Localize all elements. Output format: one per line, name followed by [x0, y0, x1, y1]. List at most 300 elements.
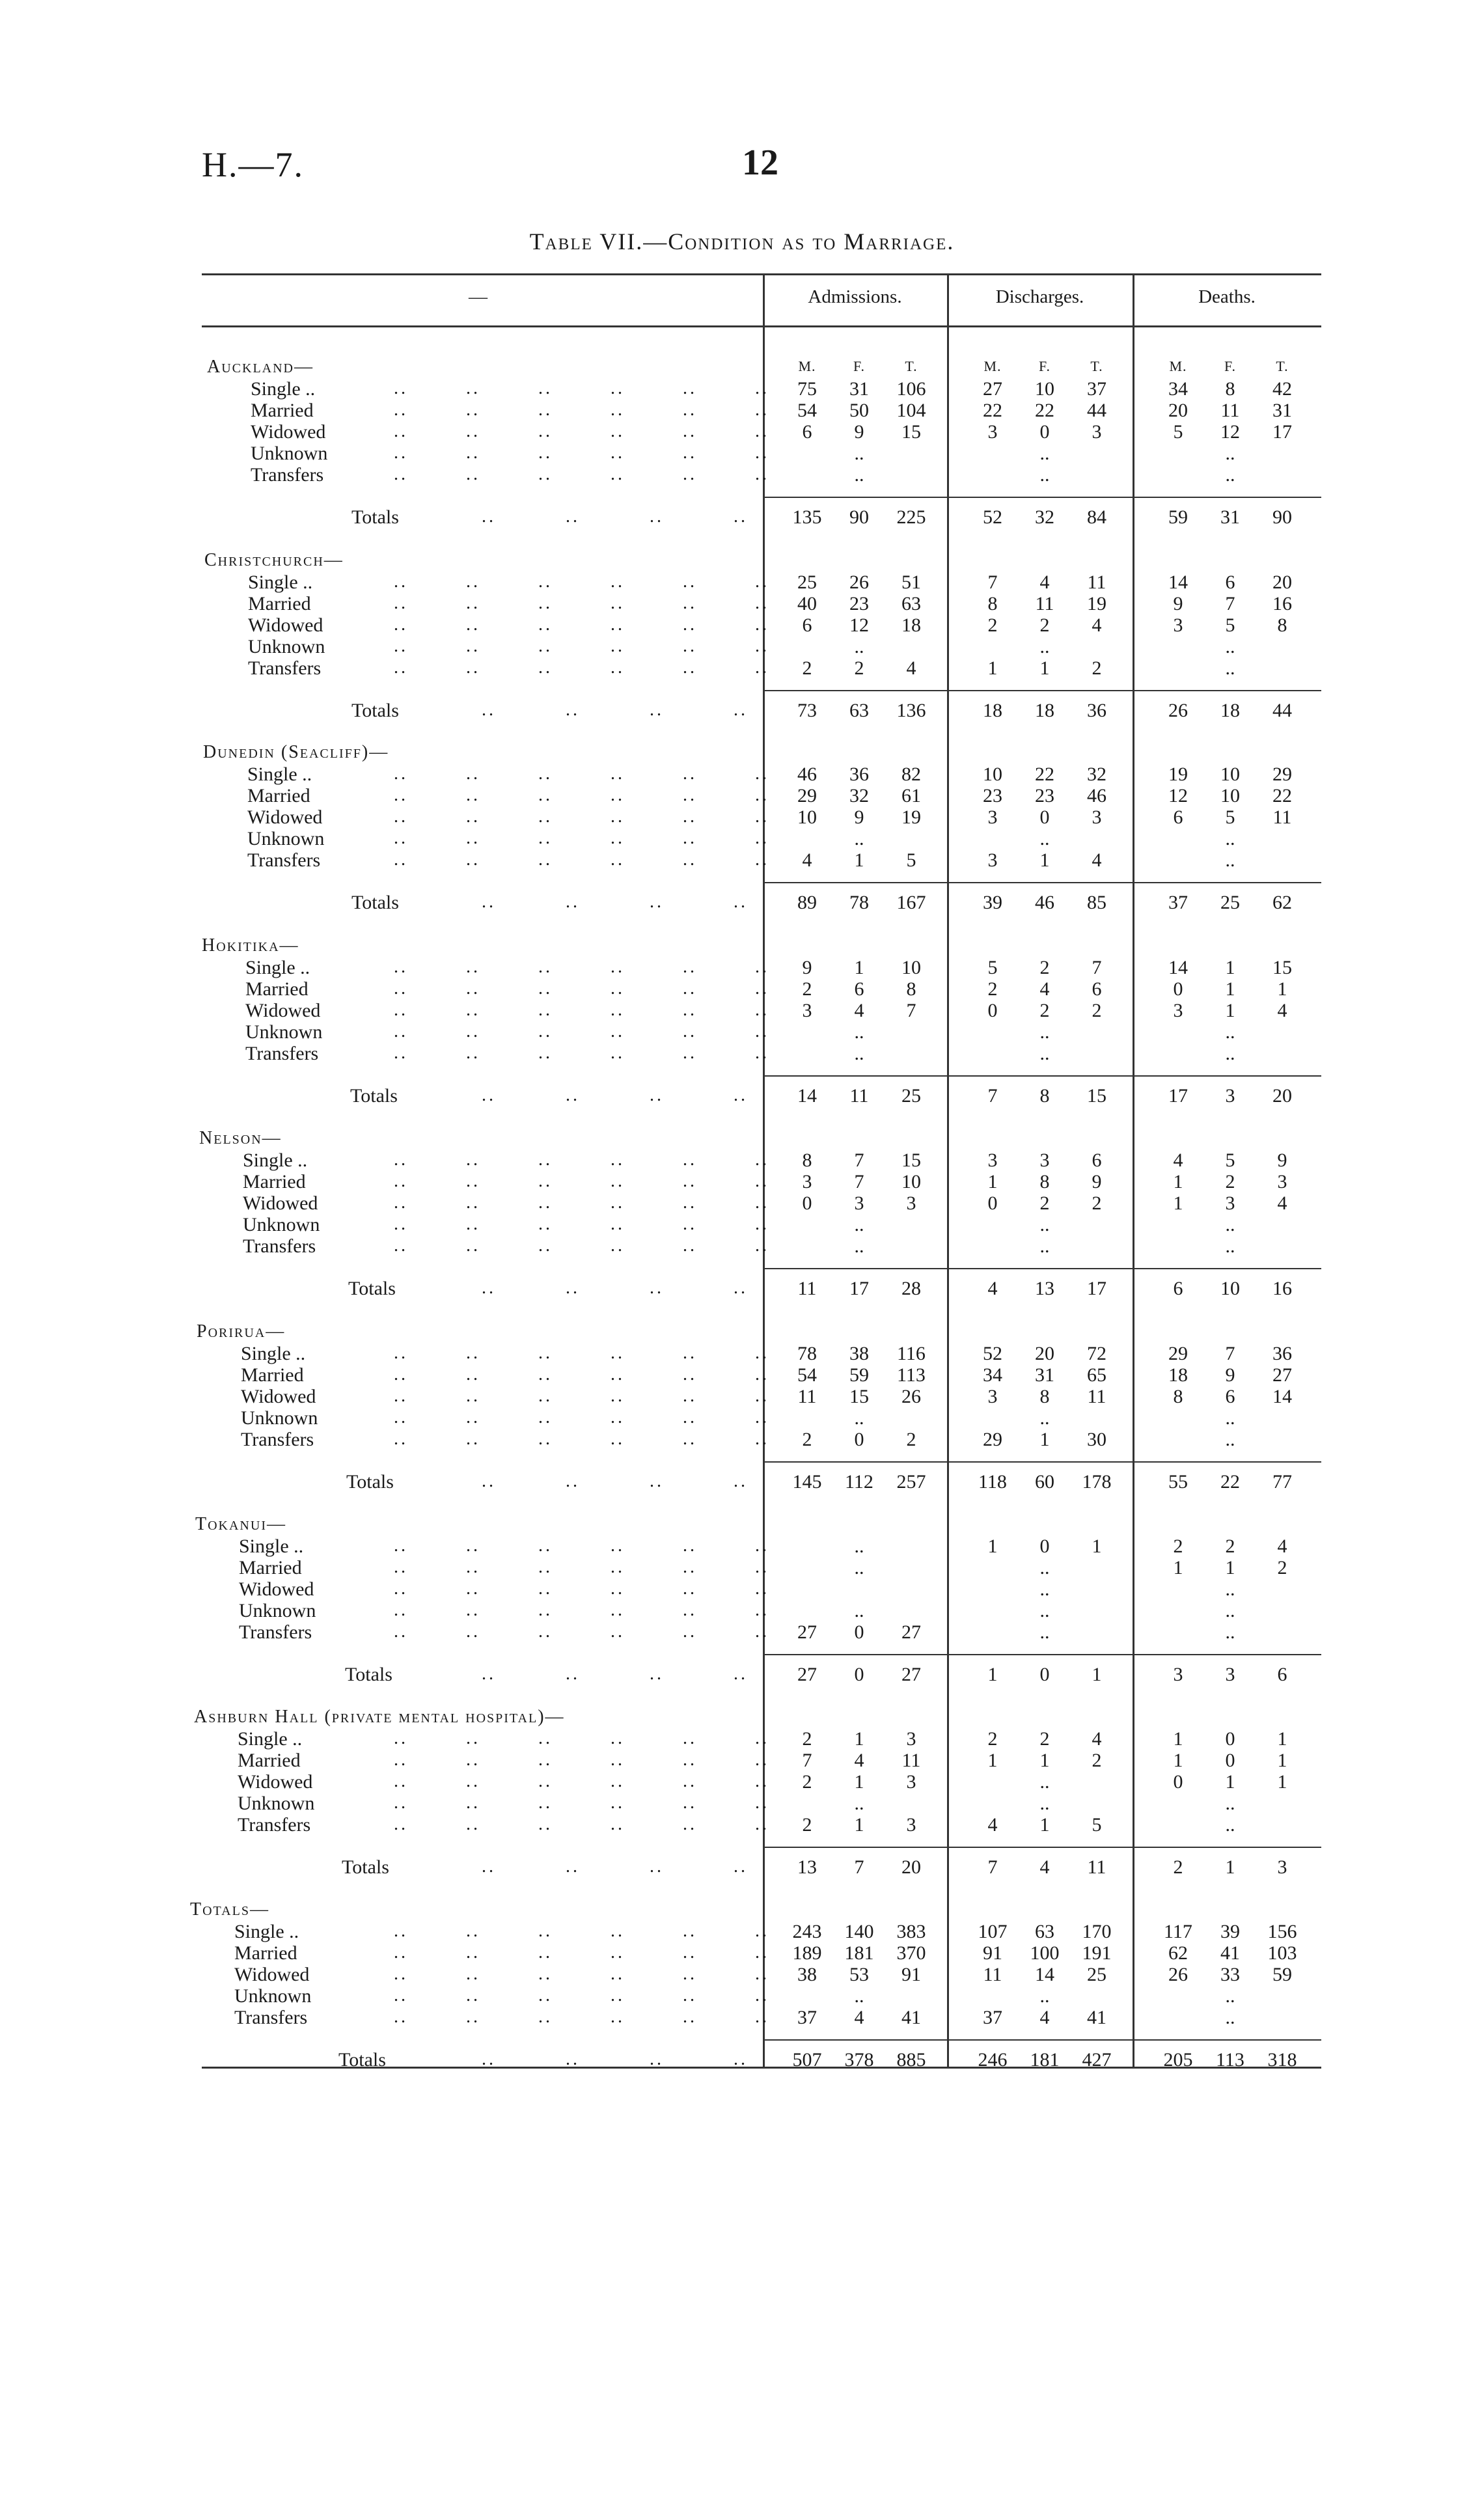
- totals-label: Totals: [342, 1856, 389, 1878]
- adm-cell: 78: [797, 1343, 817, 1364]
- row-label: Unknown: [251, 443, 328, 464]
- table-row: [0, 421, 1484, 443]
- dea-cell: 1: [1173, 1728, 1183, 1750]
- dea-cell: 2: [1277, 1557, 1287, 1578]
- dis-total: 246: [978, 2049, 1008, 2071]
- dis-cell: 170: [1082, 1921, 1112, 1942]
- dea-cell: 42: [1272, 378, 1292, 400]
- dis-total: 181: [1030, 2049, 1060, 2071]
- dea-total: 10: [1220, 1278, 1240, 1299]
- dis-cell: ..: [1039, 1771, 1050, 1793]
- dea-cell: 3: [1277, 1171, 1287, 1192]
- dis-total: 36: [1087, 700, 1106, 721]
- leader-dots: .. .. .. .. .. ..: [394, 1407, 769, 1427]
- dea-total: 16: [1272, 1278, 1292, 1299]
- totals-rule: [763, 2039, 1321, 2041]
- leader-dots: .. .. .. .. .. ..: [394, 849, 769, 870]
- leader-dots: .. .. .. .. .. ..: [394, 1942, 769, 1962]
- adm-total: 11: [849, 1085, 869, 1107]
- dis-cell: 9: [1092, 1171, 1102, 1192]
- row-label: Married: [238, 1750, 301, 1771]
- dis-total: 17: [1087, 1278, 1106, 1299]
- adm-cell: 4: [802, 849, 812, 871]
- adm-cell: ..: [854, 1600, 864, 1621]
- dea-cell: 18: [1168, 1364, 1188, 1386]
- dis-cell: 22: [1035, 764, 1054, 785]
- dea-total: 3: [1225, 1664, 1235, 1685]
- totals-rule: [763, 1654, 1321, 1655]
- dis-total: 1: [1092, 1664, 1102, 1685]
- adm-cell: 54: [797, 1364, 817, 1386]
- adm-cell: 19: [901, 806, 921, 828]
- adm-cell: 7: [854, 1150, 864, 1171]
- totals-row: [0, 892, 1484, 914]
- totals-row: [0, 2049, 1484, 2071]
- dis-cell: 4: [1092, 849, 1102, 871]
- dea-cell: ..: [1225, 443, 1235, 464]
- adm-cell: 9: [854, 806, 864, 828]
- dea-cell: ..: [1225, 2007, 1235, 2028]
- dea-cell: 62: [1168, 1942, 1188, 1964]
- dea-cell: 1: [1277, 978, 1287, 1000]
- dis-cell: 5: [987, 957, 998, 978]
- adm-cell: 140: [844, 1921, 874, 1942]
- adm-cell: 1: [854, 1728, 864, 1750]
- dis-cell: 52: [983, 1343, 1002, 1364]
- totals-row: [0, 506, 1484, 529]
- dea-cell: 10: [1220, 764, 1240, 785]
- dis-cell: 11: [983, 1964, 1002, 1985]
- dea-cell: 2: [1225, 1535, 1235, 1557]
- dis-total: 84: [1087, 506, 1106, 528]
- adm-cell: 63: [901, 593, 921, 614]
- leader-dots: .. .. .. .. .. ..: [394, 1600, 769, 1620]
- adm-total: 14: [797, 1085, 817, 1107]
- dis-cell: 8: [1039, 1386, 1050, 1407]
- adm-cell: 11: [901, 1750, 921, 1771]
- dis-cell: 3: [987, 1386, 998, 1407]
- dea-cell: 1: [1173, 1192, 1183, 1214]
- dis-cell: 22: [983, 400, 1002, 421]
- totals-rule: [763, 1461, 1321, 1463]
- adm-total: 28: [901, 1278, 921, 1299]
- dis-cell: 10: [983, 764, 1002, 785]
- adm-cell: 23: [849, 593, 869, 614]
- row-label: Widowed: [243, 1192, 318, 1214]
- dea-total: 22: [1220, 1471, 1240, 1493]
- leader-dots: .. .. .. .. .. ..: [394, 593, 769, 613]
- dea-cell: ..: [1225, 464, 1235, 486]
- dis-cell: 3: [987, 1150, 998, 1171]
- dea-total: 6: [1277, 1664, 1287, 1685]
- leader-dots: .. .. .. .. .. ..: [394, 614, 769, 635]
- dea-cell: 0: [1173, 978, 1183, 1000]
- dis-cell: 2: [1039, 1728, 1050, 1750]
- dea-cell: 4: [1277, 1000, 1287, 1021]
- leader-dots: .. .. .. .. .. ..: [394, 1728, 769, 1748]
- dis-cell: ..: [1039, 1621, 1050, 1643]
- leader-dots: .. .. .. .. .. ..: [394, 378, 769, 398]
- adm-cell: 8: [802, 1150, 812, 1171]
- dis-total: 52: [983, 506, 1002, 528]
- table-row: [0, 614, 1484, 637]
- dea-cell: ..: [1225, 1985, 1235, 2007]
- dea-cell: 36: [1272, 1343, 1292, 1364]
- row-label: Married: [241, 1364, 304, 1386]
- dis-total: 178: [1082, 1471, 1112, 1493]
- dis-total: 18: [983, 700, 1002, 721]
- dea-cell: 15: [1272, 957, 1292, 978]
- dis-cell: 0: [1039, 1535, 1050, 1557]
- table-row: [0, 443, 1484, 465]
- dea-cell: 14: [1272, 1386, 1292, 1407]
- totals-rule: [763, 690, 1321, 691]
- dis-cell: 3: [987, 806, 998, 828]
- adm-cell: 36: [849, 764, 869, 785]
- leader-dots: .. .. .. .. .. ..: [394, 764, 769, 784]
- dis-cell: 1: [1039, 1814, 1050, 1836]
- dea-cell: 59: [1272, 1964, 1292, 1985]
- dis-cell: 31: [1035, 1364, 1054, 1386]
- adm-total: 25: [901, 1085, 921, 1107]
- dis-total: 85: [1087, 892, 1106, 913]
- dis-total: 32: [1035, 506, 1054, 528]
- dis-total: 4: [1039, 1856, 1050, 1878]
- dis-cell: 0: [1039, 806, 1050, 828]
- adm-total: 89: [797, 892, 817, 913]
- adm-cell: 0: [854, 1621, 864, 1643]
- dea-cell: 156: [1267, 1921, 1297, 1942]
- adm-cell: 2: [802, 1771, 812, 1793]
- table-row: [0, 1364, 1484, 1386]
- table-row: [0, 1600, 1484, 1622]
- dea-cell: 1: [1173, 1171, 1183, 1192]
- totals-row: [0, 700, 1484, 722]
- adm-cell: 59: [849, 1364, 869, 1386]
- table-row: [0, 806, 1484, 829]
- row-label: Single ..: [247, 764, 312, 785]
- dea-cell: 8: [1173, 1386, 1183, 1407]
- row-label: Married: [243, 1171, 306, 1192]
- dis-cell: 46: [1087, 785, 1106, 806]
- table-row: [0, 1557, 1484, 1579]
- adm-cell: 11: [797, 1386, 817, 1407]
- adm-total: 90: [849, 506, 869, 528]
- leader-dots: .. .. .. ..: [482, 2049, 748, 2069]
- dis-cell: ..: [1039, 1985, 1050, 2007]
- dea-cell: 10: [1220, 785, 1240, 806]
- subhead-dea-f: F.: [1224, 358, 1236, 374]
- adm-cell: 25: [797, 571, 817, 593]
- dis-total: 46: [1035, 892, 1054, 913]
- dea-cell: 117: [1164, 1921, 1192, 1942]
- dis-total: 18: [1035, 700, 1054, 721]
- adm-cell: 2: [854, 657, 864, 679]
- section-title: Porirua—: [197, 1321, 286, 1342]
- dis-cell: 25: [1087, 1964, 1106, 1985]
- dea-cell: 7: [1225, 593, 1235, 614]
- adm-cell: 3: [906, 1728, 916, 1750]
- row-label: Single ..: [245, 957, 310, 978]
- dis-cell: 2: [1092, 1750, 1102, 1771]
- table-row: [0, 571, 1484, 594]
- leader-dots: .. .. .. .. .. ..: [394, 1535, 769, 1556]
- adm-cell: ..: [854, 464, 864, 486]
- adm-cell: 0: [802, 1192, 812, 1214]
- dis-cell: 1: [1039, 1750, 1050, 1771]
- table-header-rule: [202, 325, 1321, 327]
- dis-cell: 100: [1030, 1942, 1060, 1964]
- dea-cell: 34: [1168, 378, 1188, 400]
- dis-cell: 4: [1039, 978, 1050, 1000]
- adm-total: 7: [854, 1856, 864, 1878]
- row-label: Married: [234, 1942, 297, 1964]
- dea-total: 59: [1168, 506, 1188, 528]
- adm-cell: ..: [854, 1535, 864, 1557]
- dis-cell: 22: [1035, 400, 1054, 421]
- table-row: [0, 1043, 1484, 1065]
- section-title: Dunedin (Seacliff)—: [203, 742, 389, 762]
- row-label: Married: [251, 400, 314, 421]
- stub-header: —: [469, 286, 488, 307]
- dis-cell: 65: [1087, 1364, 1106, 1386]
- adm-total: 112: [845, 1471, 873, 1493]
- leader-dots: .. .. .. .. .. ..: [394, 1814, 769, 1834]
- totals-row: [0, 1471, 1484, 1493]
- adm-cell: 181: [844, 1942, 874, 1964]
- row-label: Unknown: [245, 1021, 323, 1043]
- dea-cell: 29: [1168, 1343, 1188, 1364]
- dea-cell: 19: [1168, 764, 1188, 785]
- row-label: Transfers: [238, 1814, 311, 1836]
- dis-cell: 91: [983, 1942, 1002, 1964]
- row-label: Transfers: [245, 1043, 319, 1064]
- table-row: [0, 464, 1484, 486]
- table-row: [0, 1921, 1484, 1943]
- adm-total: 17: [849, 1278, 869, 1299]
- dis-cell: ..: [1039, 1235, 1050, 1257]
- dis-cell: 7: [987, 571, 998, 593]
- row-label: Transfers: [234, 2007, 308, 2028]
- dis-cell: 72: [1087, 1343, 1106, 1364]
- adm-cell: 2: [802, 978, 812, 1000]
- dea-cell: ..: [1225, 1407, 1235, 1429]
- subhead-dis-t: T.: [1090, 358, 1103, 374]
- dis-cell: 2: [987, 1728, 998, 1750]
- row-label: Single ..: [241, 1343, 306, 1364]
- adm-cell: ..: [854, 1407, 864, 1429]
- dis-cell: 2: [1039, 1000, 1050, 1021]
- table-row: [0, 400, 1484, 422]
- dis-total: 15: [1087, 1085, 1106, 1107]
- adm-cell: 53: [849, 1964, 869, 1985]
- dea-total: 205: [1163, 2049, 1193, 2071]
- dea-cell: 4: [1277, 1192, 1287, 1214]
- adm-cell: 75: [797, 378, 817, 400]
- table-row: [0, 2007, 1484, 2029]
- leader-dots: .. .. .. .. .. ..: [394, 1214, 769, 1234]
- dea-total: 55: [1168, 1471, 1188, 1493]
- adm-cell: 3: [802, 1171, 812, 1192]
- adm-cell: 31: [849, 378, 869, 400]
- table-title: [0, 228, 1484, 255]
- row-label: Married: [245, 978, 309, 1000]
- dis-cell: 3: [1092, 806, 1102, 828]
- dea-cell: 9: [1277, 1150, 1287, 1171]
- dis-cell: ..: [1039, 1214, 1050, 1235]
- adm-cell: 1: [854, 1814, 864, 1836]
- dea-cell: 1: [1173, 1750, 1183, 1771]
- section-title: Nelson—: [199, 1128, 282, 1148]
- row-label: Single ..: [251, 378, 316, 400]
- dea-cell: 7: [1225, 1343, 1235, 1364]
- row-label: Transfers: [243, 1235, 316, 1257]
- adm-cell: 46: [797, 764, 817, 785]
- adm-cell: 7: [854, 1171, 864, 1192]
- adm-total: 27: [797, 1664, 817, 1685]
- leader-dots: .. .. .. .. .. ..: [394, 1964, 769, 1984]
- table-row: [0, 785, 1484, 807]
- totals-label: Totals: [348, 1278, 396, 1299]
- table-row: [0, 1235, 1484, 1258]
- table-row: [0, 1750, 1484, 1772]
- row-label: Unknown: [239, 1600, 316, 1621]
- section-title: Hokitika—: [202, 935, 299, 956]
- dea-cell: 26: [1168, 1964, 1188, 1985]
- dis-cell: 3: [1039, 1150, 1050, 1171]
- adm-cell: 10: [797, 806, 817, 828]
- dea-cell: ..: [1225, 1021, 1235, 1043]
- dea-total: 2: [1173, 1856, 1183, 1878]
- dea-cell: 1: [1277, 1728, 1287, 1750]
- adm-cell: 9: [854, 421, 864, 443]
- dis-cell: 1: [1039, 657, 1050, 679]
- adm-cell: 189: [792, 1942, 822, 1964]
- subhead-dis-m: M.: [983, 358, 1002, 374]
- dea-cell: 1: [1173, 1557, 1183, 1578]
- dis-cell: 27: [983, 378, 1002, 400]
- subhead-dea-m: M.: [1169, 358, 1187, 374]
- table-row: [0, 1386, 1484, 1408]
- dis-total: 0: [1039, 1664, 1050, 1685]
- leader-dots: .. .. .. ..: [482, 700, 748, 720]
- leader-dots: .. .. .. .. .. ..: [394, 1043, 769, 1063]
- adm-cell: 7: [802, 1750, 812, 1771]
- table-row: [0, 1535, 1484, 1558]
- adm-cell: 3: [854, 1192, 864, 1214]
- table-row: [0, 1150, 1484, 1172]
- totals-row: [0, 1278, 1484, 1300]
- row-label: Single ..: [239, 1535, 304, 1557]
- adm-total: 78: [849, 892, 869, 913]
- row-label: Single ..: [238, 1728, 303, 1750]
- dea-cell: ..: [1225, 1235, 1235, 1257]
- table-row: [0, 1964, 1484, 1986]
- dea-cell: 39: [1220, 1921, 1240, 1942]
- dis-cell: 1: [987, 1535, 998, 1557]
- leader-dots: .. .. .. .. .. ..: [394, 828, 769, 848]
- leader-dots: .. .. .. .. .. ..: [394, 1771, 769, 1791]
- adm-cell: 10: [901, 957, 921, 978]
- dea-total: 318: [1267, 2049, 1297, 2071]
- totals-label: Totals: [351, 700, 399, 721]
- totals-label: Totals: [351, 892, 399, 913]
- adm-cell: 82: [901, 764, 921, 785]
- adm-cell: 15: [849, 1386, 869, 1407]
- dis-cell: 1: [987, 1750, 998, 1771]
- dis-total: 1: [987, 1664, 998, 1685]
- row-label: Unknown: [238, 1793, 315, 1814]
- subhead-dis-f: F.: [1039, 358, 1051, 374]
- table-row: [0, 1429, 1484, 1451]
- leader-dots: .. .. .. .. .. ..: [394, 1557, 769, 1577]
- dis-cell: ..: [1039, 1793, 1050, 1814]
- dea-cell: 20: [1168, 400, 1188, 421]
- leader-dots: .. .. .. .. .. ..: [394, 1000, 769, 1020]
- dis-cell: 23: [1035, 785, 1054, 806]
- leader-dots: .. .. .. .. .. ..: [394, 1793, 769, 1813]
- dis-cell: 4: [1039, 2007, 1050, 2028]
- adm-total: 13: [797, 1856, 817, 1878]
- leader-dots: .. .. .. .. .. ..: [394, 571, 769, 592]
- page-number: 12: [742, 143, 778, 183]
- row-label: Transfers: [247, 849, 321, 871]
- dis-total: 7: [987, 1085, 998, 1107]
- totals-row: [0, 1664, 1484, 1686]
- table-row: [0, 1343, 1484, 1365]
- dis-cell: 2: [1092, 1192, 1102, 1214]
- dea-cell: 0: [1225, 1728, 1235, 1750]
- dis-cell: 1: [1039, 1429, 1050, 1450]
- leader-dots: .. .. .. .. .. ..: [394, 1750, 769, 1770]
- group-header-deaths: Deaths.: [1198, 286, 1256, 307]
- adm-cell: 116: [897, 1343, 926, 1364]
- dea-cell: 6: [1225, 1386, 1235, 1407]
- totals-label: Totals: [350, 1085, 398, 1107]
- adm-cell: 4: [854, 1000, 864, 1021]
- dea-total: 26: [1168, 700, 1188, 721]
- adm-cell: 2: [802, 1814, 812, 1836]
- adm-total: 73: [797, 700, 817, 721]
- adm-total: 885: [896, 2049, 926, 2071]
- dea-total: 44: [1272, 700, 1292, 721]
- totals-rule: [763, 1847, 1321, 1848]
- dis-cell: 10: [1035, 378, 1054, 400]
- adm-cell: 27: [797, 1621, 817, 1643]
- adm-cell: 4: [906, 657, 916, 679]
- adm-cell: 51: [901, 571, 921, 593]
- dis-cell: 2: [987, 978, 998, 1000]
- dis-cell: 8: [987, 593, 998, 614]
- adm-cell: ..: [854, 1235, 864, 1257]
- dea-cell: ..: [1225, 1578, 1235, 1600]
- dis-cell: 2: [1039, 614, 1050, 636]
- dea-cell: 29: [1272, 764, 1292, 785]
- row-label: Widowed: [247, 806, 323, 828]
- dis-cell: 8: [1039, 1171, 1050, 1192]
- adm-cell: 15: [901, 1150, 921, 1171]
- leader-dots: .. .. .. .. .. ..: [394, 2007, 769, 2027]
- dis-total: 4: [987, 1278, 998, 1299]
- adm-cell: ..: [854, 636, 864, 657]
- dea-cell: 2: [1225, 1171, 1235, 1192]
- leader-dots: .. .. .. .. .. ..: [394, 1235, 769, 1256]
- adm-cell: 41: [901, 2007, 921, 2028]
- dis-cell: ..: [1039, 636, 1050, 657]
- dea-cell: 2: [1173, 1535, 1183, 1557]
- adm-total: 507: [792, 2049, 822, 2071]
- dis-cell: ..: [1039, 1557, 1050, 1578]
